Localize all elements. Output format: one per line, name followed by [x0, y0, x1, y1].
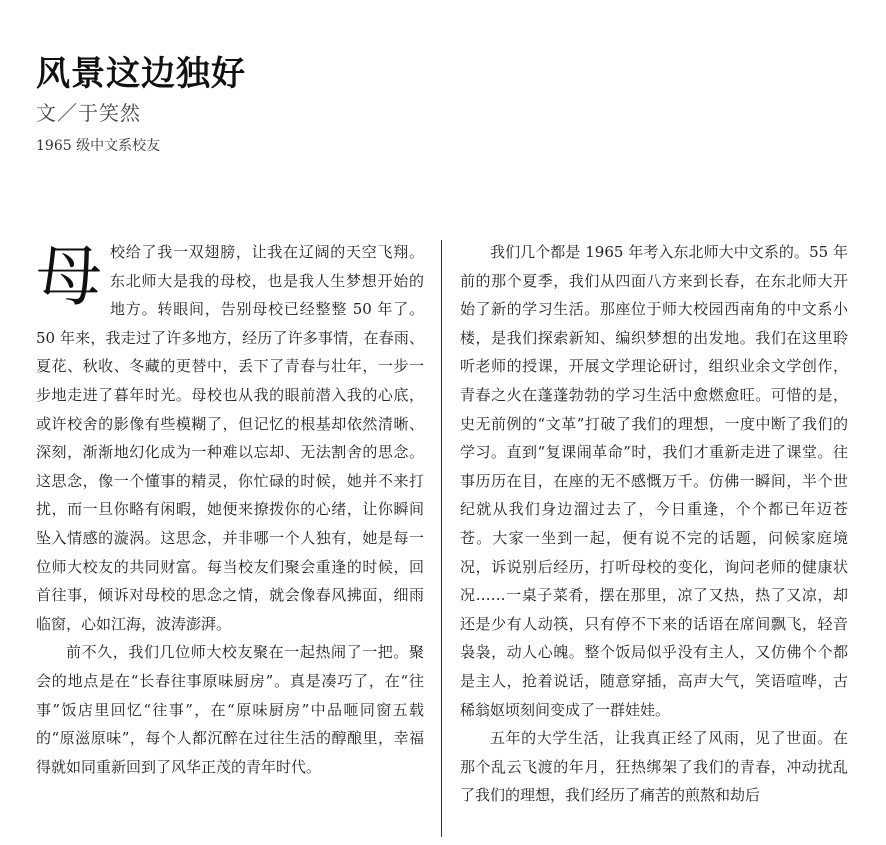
right-paragraph-2: 五年的大学生活，让我真正经了风雨，见了世面。在那个乱云飞渡的年月，狂热绑架了我们的青春，冲动扰乱了我们的理想，我们经历了痛苦的煎熬和劫后	[460, 729, 848, 805]
column-divider	[441, 240, 442, 837]
right-paragraph-1: 我们几个都是 1965 年考入东北师大中文系的。55 年前的那个夏季，我们从四面八方来到长春，在东北师大开始了新的学习生活。那座位于师大校园西南角的中文系小楼，是我们探索新知、编织梦想的出发地。我们在这里聆听老师的授课，开展文学理论研讨，组织业余文学创作，青春之火在蓬蓬勃勃的学习生活中愈燃愈旺。可惜的是，史无前例的“文革”打破了我们的理想，一度中断了我们的学习。直到“复课闹革命”时，我们才重新走进了课堂。往事历历在目，在座的无不感慨万千。仿佛一瞬间，半个世纪就从我们身边溜过去了，今日重逢，个个都已年迈苍苍。大家一坐到一起，便有说不完的话题，问候家庭境况，诉说别后经历，打听母校的变化，询问老师的健康状况……一桌子菜肴，摆在那里，凉了又热，热了又凉，却还是少有人动筷，只有停不下来的话语在席间飘飞，轻音袅袅，动人心魄。整个饭局似乎没有主人，又仿佛个个都是主人，抢着说话，随意穿插，高声大气，笑语喧哗，古稀翁妪顷刻间变成了一群娃娃。	[460, 243, 848, 719]
left-text-column	[36, 238, 424, 781]
article-author: 文／于笑然	[36, 101, 141, 125]
article-title: 风景这边独好	[36, 54, 246, 94]
drop-cap: 母	[36, 238, 102, 315]
left-paragraph-1	[36, 238, 424, 638]
left-paragraph-2: 前不久，我们几位师大校友聚在一起热闹了一把。聚会的地点是在“长春往事原味厨房”。真是凑巧了，在“往事”饭店里回忆“往事”，在“原味厨房”中品咂同窗五载的“原滋原味”，每个人都沉醉在过往生活的醇酿里，幸福得就如同重新回到了风华正茂的青年时代。	[36, 643, 424, 776]
author-affiliation: 1965 级中文系校友	[36, 138, 161, 154]
right-text-column	[460, 238, 848, 810]
left-paragraph-1-text: 校给了我一双翅膀，让我在辽阔的天空飞翔。东北师大是我的母校，也是我人生梦想开始的地方。转眼间，告别母校已经整整 50 年了。50 年来，我走过了许多地方，经历了许多事情，在春雨、夏花、秋收、冬藏的更替中，丢下了青春与壮年，一步一步地走进了暮年时光。母校也从我的眼前潜入我的心底，或许校舍的影像有些模糊了，但记忆的根基却依然清晰、深刻，渐渐地幻化成为一种难以忘却、无法割舍的思念。这思念，像一个懂事的精灵，你忙碌的时候，她并不来打扰，而一旦你略有闲暇，她便来撩拨你的心绪，让你瞬间坠入情感的漩涡。这思念，并非哪一个人独有，她是每一位师大校友的共同财富。每当校友们聚会重逢的时候，回首往事，倾诉对母校的思念之情，就会像春风拂面，细雨临窗，心如江海，波涛澎湃。	[36, 243, 424, 633]
